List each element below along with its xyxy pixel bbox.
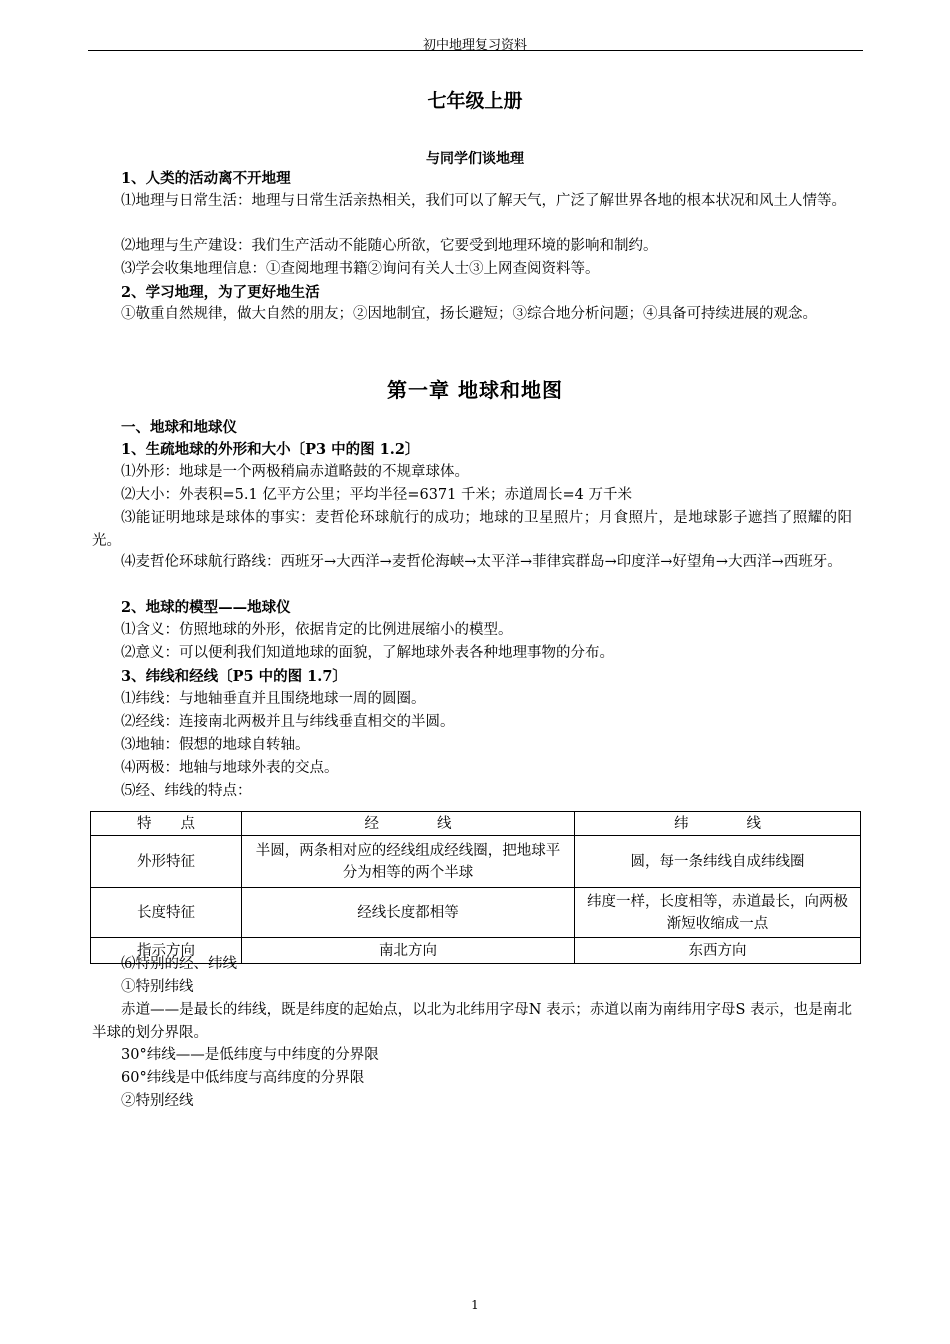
intro-subheading-1: 1、人类的活动离不开地理 — [121, 170, 291, 187]
body-paragraph: ②特别经线 — [121, 1093, 194, 1109]
meridian-parallel-comparison-table — [90, 811, 861, 964]
intro-paragraph: ⑵地理与生产建设：我们生产活动不能随心所欲，它要受到地理环境的影响和制约。 — [121, 238, 658, 254]
subsection-heading: 3、纬线和经线〔P5 中的图 1.7〕 — [121, 668, 347, 685]
body-paragraph: ⑶地轴：假想的地球自转轴。 — [121, 737, 310, 753]
table-cell: 外形特征 — [91, 836, 242, 888]
table-header-cell: 纬 线 — [575, 812, 861, 836]
header-rule — [88, 50, 863, 51]
intro-paragraph: ⑶学会收集地理信息：①查阅地理书籍②询问有关人士③上网查阅资料等。 — [121, 261, 600, 277]
intro-subheading-2: 2、学习地理，为了更好地生活 — [121, 284, 320, 301]
body-paragraph: ⑵大小：外表积=5.1 亿平方公里；平均半径=6371 千米；赤道周长=4 万千米 — [121, 487, 632, 503]
subsection-heading: 1、生疏地球的外形和大小〔P3 中的图 1.2〕 — [121, 441, 420, 458]
body-paragraph: 赤道——是最长的纬线，既是纬度的起始点，以北为北纬用字母N 表示；赤道以南为南纬用字母S 表示，也是南北半球的划分界限。 — [92, 1002, 852, 1041]
body-paragraph: 60°纬线是中低纬度与高纬度的分界限 — [121, 1070, 365, 1086]
intro-paragraph: ①敬重自然规律，做大自然的朋友；②因地制宜，扬长避短；③综合地分析问题；④具备可持续进展的观念。 — [121, 306, 817, 322]
table-cell: 纬度一样，长度相等，赤道最长，向两极渐短收缩成一点 — [575, 888, 861, 938]
table-header-cell: 经 线 — [242, 812, 575, 836]
page-number: 1 — [471, 1298, 479, 1312]
table-cell: 圆，每一条纬线自成纬线圈 — [575, 836, 861, 888]
body-paragraph: ⑶能证明地球是球体的事实：麦哲伦环球航行的成功；地球的卫星照片；月食照片，是地球影子遮挡了照耀的阳光。 — [92, 510, 852, 549]
table-cell: 南北方向 — [242, 938, 575, 964]
body-paragraph: ①特别纬线 — [121, 979, 194, 995]
body-paragraph: ⑵意义：可以便利我们知道地球的面貌，了解地球外表各种地理事物的分布。 — [121, 645, 614, 661]
page-header: 初中地理复习资料 — [422, 38, 527, 53]
table-cell: 半圆，两条相对应的经线组成经线圈，把地球平分为相等的两个半球 — [242, 836, 575, 888]
body-paragraph: ⑴纬线：与地轴垂直并且围绕地球一周的圆圈。 — [121, 691, 426, 707]
body-paragraph: ⑷麦哲伦环球航行路线：西班牙→大西洋→麦哲伦海峡→太平洋→菲律宾群岛→印度洋→好望角→大西洋→西班牙。 — [121, 554, 842, 570]
subsection-heading: 2、地球的模型——地球仪 — [121, 599, 291, 616]
table-cell: 长度特征 — [91, 888, 242, 938]
table-row — [91, 888, 861, 938]
table-cell: 经线长度都相等 — [242, 888, 575, 938]
body-paragraph: ⑴含义：仿照地球的外形，依据肯定的比例进展缩小的模型。 — [121, 622, 513, 638]
body-paragraph: ⑵经线：连接南北两极并且与纬线垂直相交的半圆。 — [121, 714, 455, 730]
table-cell: 东西方向 — [575, 938, 861, 964]
table-row — [91, 836, 861, 888]
table-header-row — [91, 812, 861, 836]
body-paragraph: ⑴外形：地球是一个两极稍扁赤道略鼓的不规章球体。 — [121, 464, 469, 480]
body-paragraph: ⑸经、纬线的特点： — [121, 783, 252, 799]
body-paragraph: ⑷两极：地轴与地球外表的交点。 — [121, 760, 339, 776]
body-paragraph: ⑹特别的经、纬线 — [121, 956, 237, 972]
table-header-cell: 特 点 — [91, 812, 242, 836]
intro-paragraph: ⑴地理与日常生活：地理与日常生活亲热相关，我们可以了解天气，广泛了解世界各地的根本状况和风土人情等。 — [121, 193, 846, 209]
table-cell: 指示方向 — [91, 938, 242, 964]
chapter-title: 第一章 地球和地图 — [387, 378, 563, 402]
body-paragraph: 30°纬线——是低纬度与中纬度的分界限 — [121, 1047, 379, 1063]
document-title: 七年级上册 — [427, 90, 523, 112]
section-heading: 一、地球和地球仪 — [121, 419, 237, 436]
intro-heading: 与同学们谈地理 — [426, 151, 524, 167]
